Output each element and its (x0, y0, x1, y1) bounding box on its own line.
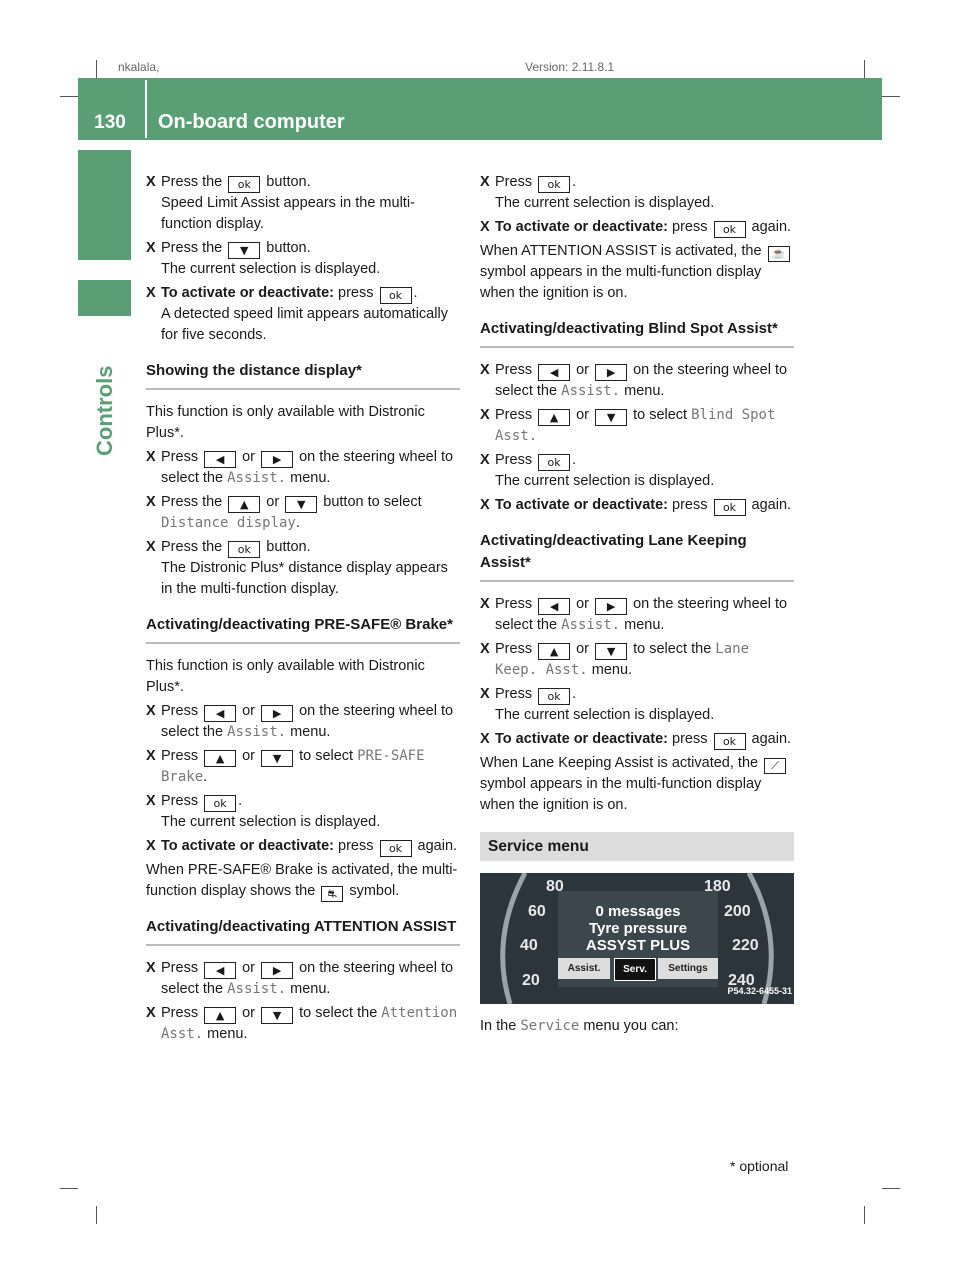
cluster-line: Tyre pressure (588, 920, 688, 937)
instrument-cluster-image (480, 873, 794, 1004)
step: X Press ▲ or ▼ to select Blind Spot Asst. (480, 407, 776, 444)
step: X Press the ▲ or ▼ button to select Distance display. (146, 494, 422, 531)
crop-mark (882, 96, 900, 97)
left-arrow-key-icon: ◀ (538, 598, 570, 615)
cluster-tab: Assist. (558, 958, 610, 979)
step: X To activate or deactivate: press ok again. (480, 731, 792, 748)
crop-mark (96, 60, 97, 78)
down-arrow-key-icon: ▼ (595, 409, 627, 426)
pre-safe-brake-symbol-icon: ⛐ (321, 886, 343, 902)
paragraph: When PRE-SAFE® Brake is activated, the multi-function display shows the ⛐ symbol. (146, 862, 458, 900)
right-arrow-key-icon: ▶ (595, 364, 627, 381)
right-arrow-key-icon: ▶ (595, 598, 627, 615)
cluster-tab: Settings (658, 958, 718, 979)
left-arrow-key-icon: ◀ (538, 364, 570, 381)
cluster-tick: 40 (520, 937, 538, 954)
step: X Press ok . The current selection is displayed. (146, 793, 381, 830)
paragraph: This function is only available with Distronic Plus*. (146, 404, 425, 441)
column-right (480, 172, 794, 1040)
step: X Press ◀ or ▶ on the steering wheel to select the Assist. menu. (146, 703, 454, 740)
up-arrow-key-icon: ▲ (204, 750, 236, 767)
up-arrow-key-icon: ▲ (228, 496, 260, 513)
down-arrow-key-icon: ▼ (228, 242, 260, 259)
column-left (146, 172, 460, 1048)
cluster-tick: 20 (522, 972, 540, 989)
ok-key-icon: ok (714, 733, 746, 750)
paragraph: This function is only available with Distronic Plus*. (146, 658, 425, 695)
image-reference: P54.32-6455-31 (727, 986, 792, 996)
meta-right: Version: 2.11.8.1 (525, 60, 615, 74)
cluster-line: ASSYST PLUS (585, 937, 691, 954)
heading-lane-keeping-assist: Activating/deactivating Lane Keeping Assist* (480, 530, 794, 582)
step: X Press ◀ or ▶ on the steering wheel to select the Assist. menu. (480, 362, 788, 399)
right-arrow-key-icon: ▶ (261, 962, 293, 979)
left-arrow-key-icon: ◀ (204, 451, 236, 468)
step: X To activate or deactivate: press ok again. (480, 497, 792, 514)
crop-mark (60, 96, 78, 97)
ok-key-icon: ok (714, 221, 746, 238)
left-arrow-key-icon: ◀ (204, 962, 236, 979)
down-arrow-key-icon: ▼ (261, 750, 293, 767)
heading-pre-safe-brake: Activating/deactivating PRE-SAFE® Brake* (146, 614, 460, 644)
crop-mark (864, 1206, 865, 1224)
step: X To activate or deactivate: press ok again. (146, 838, 458, 855)
step: X Press the ok button. Speed Limit Assist appears in the multi-function display. (146, 174, 415, 232)
step: X Press ◀ or ▶ on the steering wheel to select the Assist. menu. (146, 449, 454, 486)
step: X Press ok . The current selection is displayed. (480, 452, 715, 489)
header-divider (145, 80, 147, 138)
down-arrow-key-icon: ▼ (285, 496, 317, 513)
footnote: * optional (730, 1158, 789, 1174)
side-tab-block (78, 150, 131, 260)
down-arrow-key-icon: ▼ (595, 643, 627, 660)
ok-key-icon: ok (714, 499, 746, 516)
cluster-tick: 180 (704, 878, 731, 895)
down-arrow-key-icon: ▼ (261, 1007, 293, 1024)
cluster-tick: 240 (728, 972, 755, 989)
step: X Press ◀ or ▶ on the steering wheel to select the Assist. menu. (480, 596, 788, 633)
side-label: Controls (92, 365, 117, 456)
heading-blind-spot-assist: Activating/deactivating Blind Spot Assist* (480, 318, 794, 348)
ok-key-icon: ok (538, 454, 570, 471)
up-arrow-key-icon: ▲ (204, 1007, 236, 1024)
lane-keeping-assist-icon: ⟋ (764, 758, 786, 774)
ok-key-icon: ok (204, 795, 236, 812)
cluster-line: 0 messages (595, 903, 681, 920)
cluster-tick: 60 (528, 903, 546, 920)
step: X Press ▲ or ▼ to select the Lane Keep. Asst. menu. (480, 641, 750, 678)
up-arrow-key-icon: ▲ (538, 643, 570, 660)
ok-key-icon: ok (380, 287, 412, 304)
paragraph: When Lane Keeping Assist is activated, the ⟋ symbol appears in the multi-function display when the ignition is on. (480, 753, 794, 816)
side-tab-block (78, 280, 131, 316)
left-arrow-key-icon: ◀ (204, 705, 236, 722)
cluster-tick: 80 (546, 878, 564, 895)
ok-key-icon: ok (538, 688, 570, 705)
ok-key-icon: ok (380, 840, 412, 857)
page-number: 130 (94, 112, 126, 133)
paragraph: In the Service menu you can: (480, 1018, 679, 1034)
heading-distance-display: Showing the distance display* (146, 360, 460, 390)
step: X Press ◀ or ▶ on the steering wheel to select the Assist. menu. (146, 960, 454, 997)
ok-key-icon: ok (538, 176, 570, 193)
ok-key-icon: ok (228, 176, 260, 193)
cluster-tab-active: Serv. (614, 958, 656, 981)
crop-mark (96, 1206, 97, 1224)
meta-left: nkalala, (118, 60, 160, 74)
cluster-tick: 200 (724, 903, 751, 920)
heading-attention-assist: Activating/deactivating ATTENTION ASSIST (146, 916, 460, 946)
step: X Press ▲ or ▼ to select PRE-SAFE Brake. (146, 748, 425, 785)
section-title: On-board computer (158, 111, 345, 133)
step: X Press ok . The current selection is displayed. (480, 174, 715, 211)
paragraph: When ATTENTION ASSIST is activated, the ☕ symbol appears in the multi-function display when the ignition is on. (480, 241, 794, 304)
attention-assist-coffee-cup-icon: ☕ (768, 246, 790, 262)
step: X Press ▲ or ▼ to select the Attention Asst. menu. (146, 1005, 458, 1042)
step: X Press ok . The current selection is displayed. (480, 686, 715, 723)
crop-mark (882, 1188, 900, 1189)
step: X Press the ▼ button. The current selection is displayed. (146, 240, 381, 277)
step: X To activate or deactivate: press ok again. (480, 219, 792, 236)
step: X To activate or deactivate: press ok . A detected speed limit appears automatically for five seconds. (146, 285, 448, 343)
right-arrow-key-icon: ▶ (261, 451, 293, 468)
crop-mark (864, 60, 865, 78)
cluster-tick: 220 (732, 937, 759, 954)
step: X Press the ok button. The Distronic Plus* distance display appears in the multi-function display. (146, 539, 448, 597)
service-menu-heading: Service menu (480, 832, 794, 861)
ok-key-icon: ok (228, 541, 260, 558)
crop-mark (60, 1188, 78, 1189)
up-arrow-key-icon: ▲ (538, 409, 570, 426)
right-arrow-key-icon: ▶ (261, 705, 293, 722)
